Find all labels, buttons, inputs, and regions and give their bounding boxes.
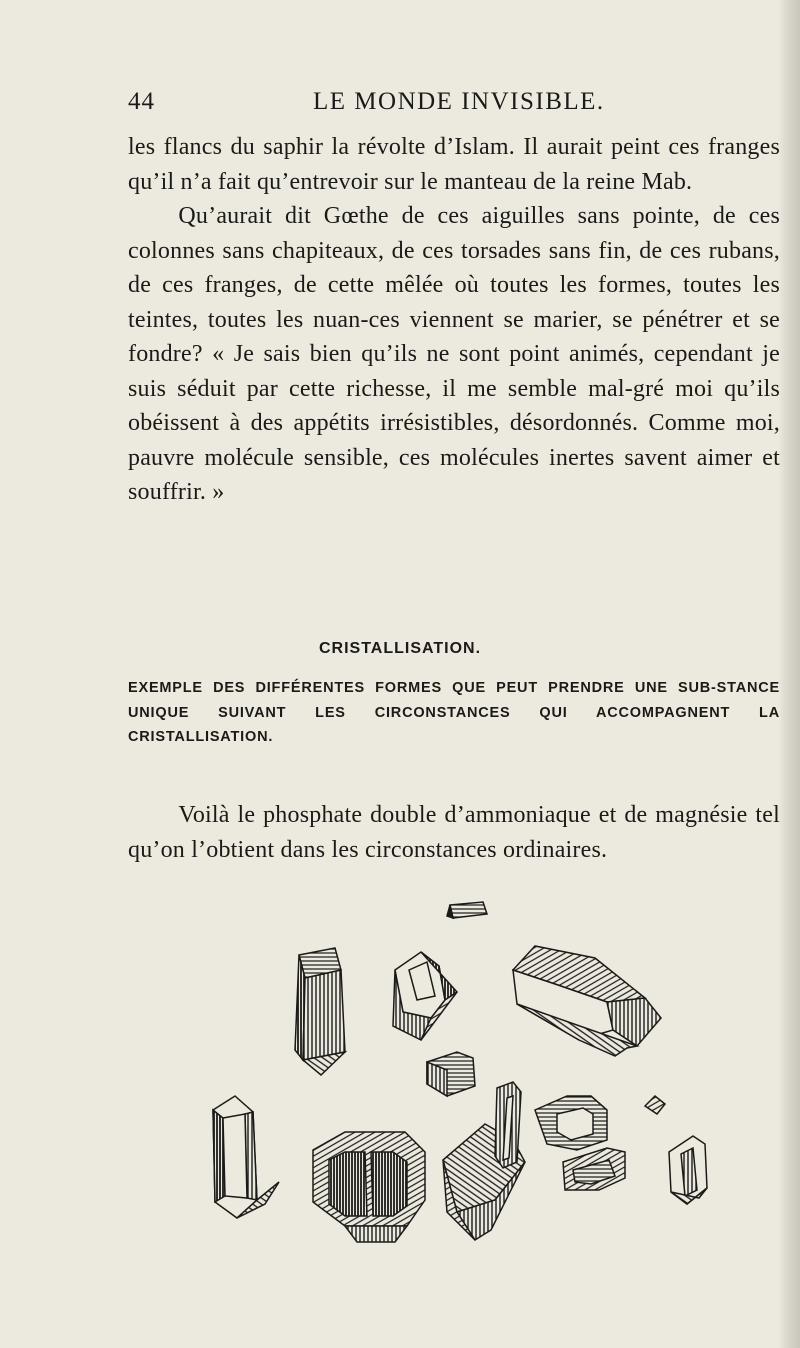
crystal-diagonal-large <box>513 946 661 1056</box>
section-title-text: CRISTALLISATION. <box>318 640 482 657</box>
paragraph-2: Qu’aurait dit Gœthe de ces aiguilles sans pointe, de ces colonnes sans chapiteaux, de ces torsades sans fin, de ces rubans, de ces franges, de cette mêlée où toutes les formes, toutes les teintes, toutes les nuan-ces viennent se marier, se pénétrer et se fondre? « Je sais bien qu’ils ne sont point animés, cependant je suis séduit par cette richesse, il me semble mal-gré moi qu’ils obéissent à des appétits irrésistibles, désordonnés. Comme moi, pauvre molécule sensible, ces molécules inertes savent aimer et souffrir. » <box>128 203 780 505</box>
crystal-tablet-right <box>535 1096 607 1150</box>
crystal-prism-right <box>669 1136 707 1204</box>
crystal-barrel <box>313 1132 425 1242</box>
page-edge-shadow <box>778 0 800 1348</box>
paragraph-3: Voilà le phosphate double d’ammoniaque et de magnésie tel qu’on l’obtient dans les circonstances ordinaires. <box>128 802 780 863</box>
crystal-needle <box>495 1082 521 1168</box>
crystal-small-top <box>447 902 487 918</box>
page-number: 44 <box>128 88 155 115</box>
body-text-bottom <box>128 798 780 867</box>
crystal-tablet-center <box>427 1052 475 1096</box>
figure-caption: EXEMPLE DES DIFFÉRENTES FORMES QUE PEUT PRENDRE UNE SUB-STANCE UNIQUE SUIVANT LES CIRCONSTANCES QUI ACCOMPAGNENT LA CRISTALLISATION. <box>128 680 780 745</box>
paragraph-1: les flancs du saphir la révolte d’Islam. Il aurait peint ces franges qu’il n’a fait qu’entrevoir sur le manteau de la reine Mab. <box>128 134 780 195</box>
crystal-octahedron <box>393 952 457 1040</box>
running-title: LE MONDE INVISIBLE. <box>313 88 605 115</box>
crystal-illustration <box>195 900 725 1280</box>
crystal-prism-tall <box>295 948 345 1075</box>
crystal-flat-slab <box>563 1148 625 1190</box>
crystal-tiny <box>645 1096 665 1114</box>
crystal-prism-pointed <box>213 1096 279 1218</box>
section-title <box>0 640 800 658</box>
crystal-engraving <box>195 900 725 1280</box>
body-text-top <box>128 130 780 510</box>
running-header <box>128 88 780 128</box>
